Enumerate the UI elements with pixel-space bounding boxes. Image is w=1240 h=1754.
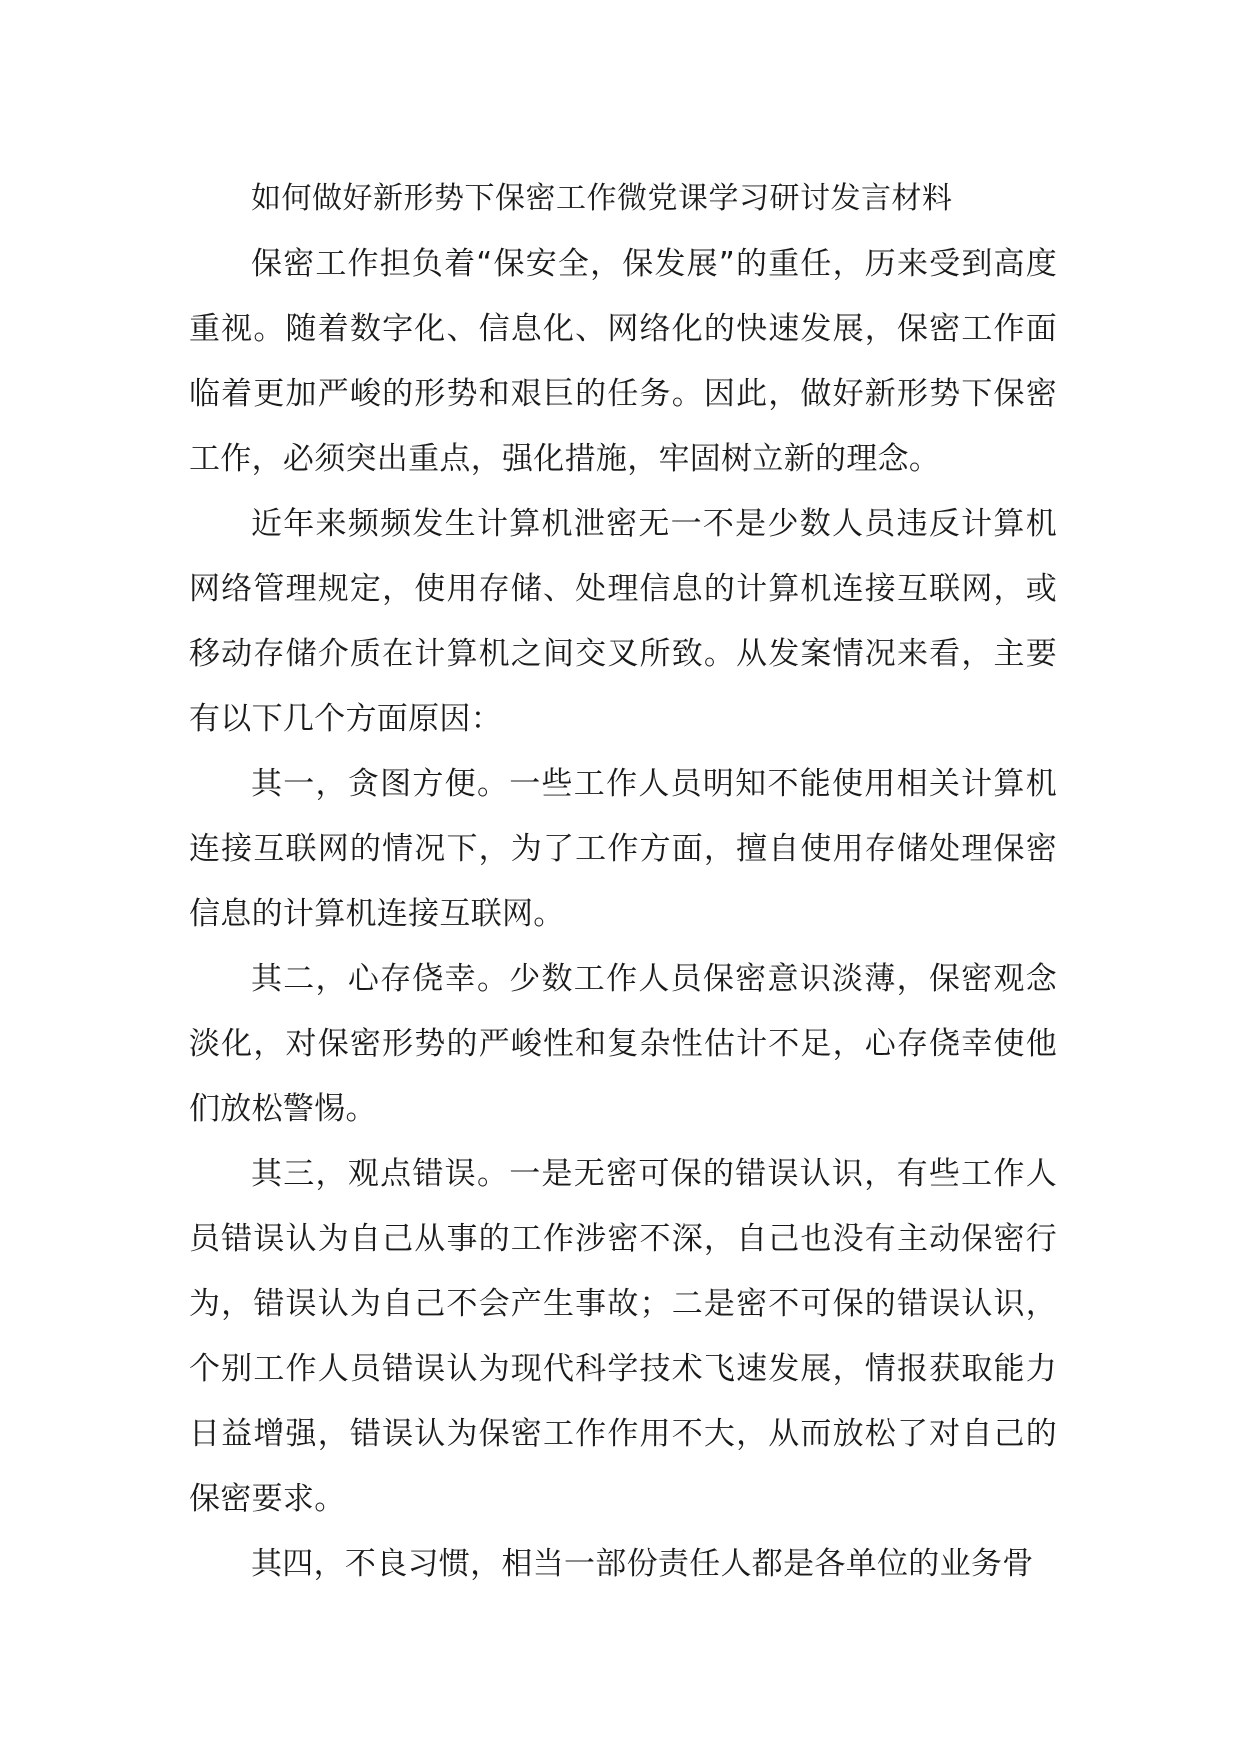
paragraph-reason-3: 其三，观点错误。一是无密可保的错误认识，有些工作人员错误认为自己从事的工作涉密不深，自己也没有主动保密行为，错误认为自己不会产生事故；二是密不可保的错误认识，个别工作人员错误认为现代科学技术飞速发展，情报获取能力日益增强，错误认为保密工作作用不大，从而放松了对自己的保密要求。 (189, 1156, 1057, 1517)
paragraph-reason-1: 其一，贪图方便。一些工作人员明知不能使用相关计算机连接互联网的情况下，为了工作方面，擅自使用存储处理保密信息的计算机连接互联网。 (189, 766, 1057, 932)
paragraph-reason-4: 其四，不良习惯，相当一部份责任人都是各单位的业务骨 (251, 1546, 1034, 1582)
document-title: 如何做好新形势下保密工作微党课学习研讨发言材料 (251, 181, 953, 216)
paragraph-reason-2: 其二，心存侥幸。少数工作人员保密意识淡薄，保密观念淡化，对保密形势的严峻性和复杂性估计不足，心存侥幸使他们放松警惕。 (189, 961, 1057, 1127)
paragraph-causes: 近年来频频发生计算机泄密无一不是少数人员违反计算机网络管理规定，使用存储、处理信息的计算机连接互联网，或移动存储介质在计算机之间交叉所致。从发案情况来看，主要有以下几个方面原因： (189, 506, 1057, 737)
document-body (189, 166, 1057, 1597)
paragraph-intro: 保密工作担负着“保安全，保发展”的重任，历来受到高度重视。随着数字化、信息化、网络化的快速发展，保密工作面临着更加严峻的形势和艰巨的任务。因此，做好新形势下保密工作，必须突出重点，强化措施，牢固树立新的理念。 (189, 246, 1057, 477)
